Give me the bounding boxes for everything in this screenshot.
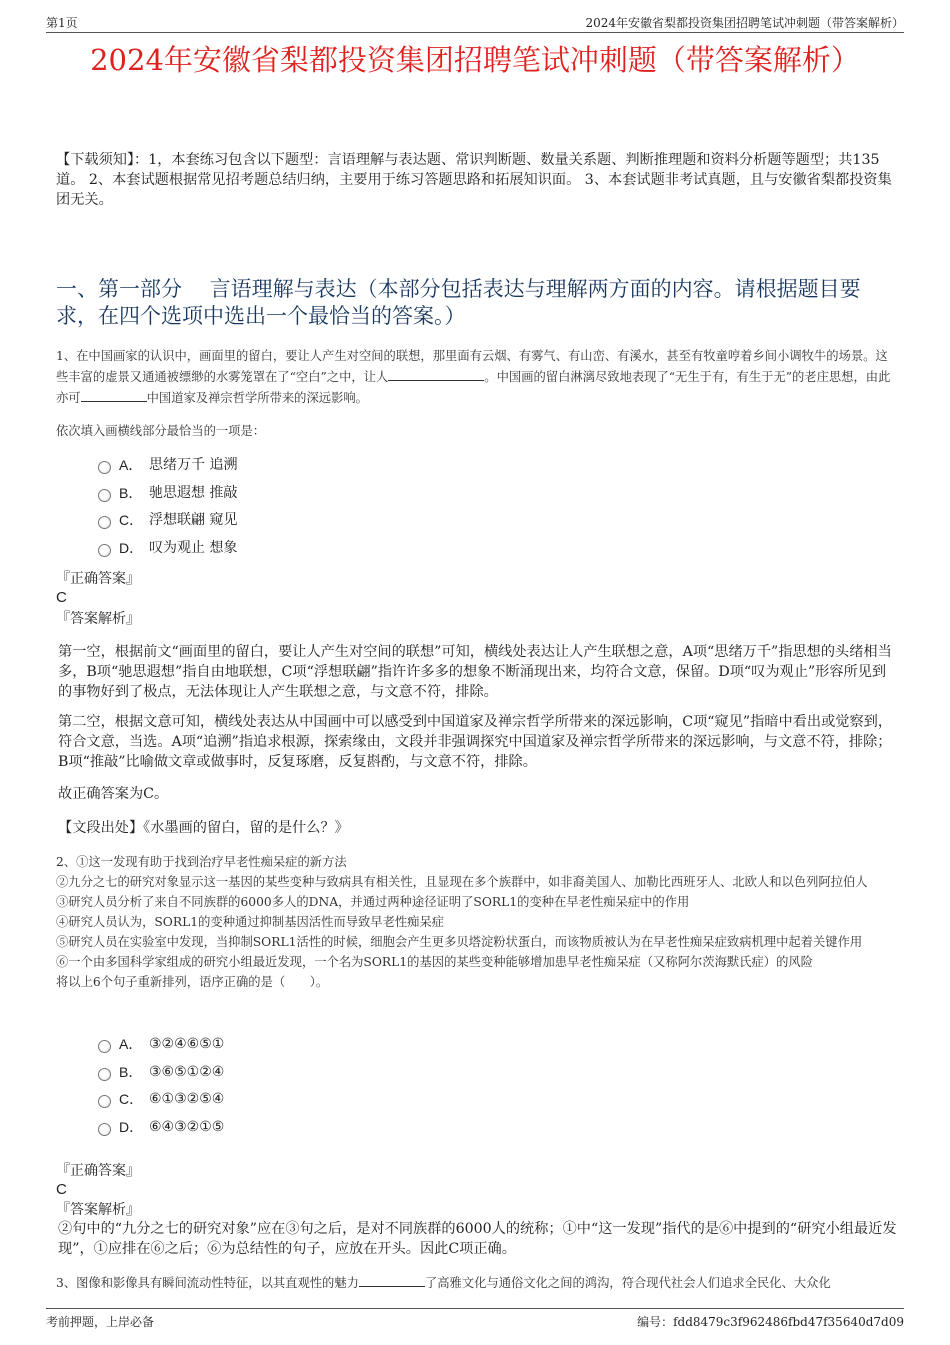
option-c[interactable]: C． 浮想联翩 窥见 [98,507,237,535]
radio-icon[interactable] [98,516,111,529]
question-1-options [98,452,237,562]
answer-label: 『正确答案』 [56,1163,140,1179]
analysis-paragraph: ②句中的“九分之七的研究对象”应在③句之后，是对不同族群的6000人的统称；①中“这一发现”指代的是⑥中提到的“研究小组最近发现”，①应排在⑥之后；⑥为总结性的句子，应放在开头。因此C项正确。 [58,1221,897,1257]
question-2-options [98,1031,224,1141]
radio-icon[interactable] [98,1040,111,1053]
analysis-label: 『答案解析』 [56,611,140,627]
radio-icon[interactable] [98,489,111,502]
answer-label: 『正确答案』 [56,571,140,587]
option-a[interactable]: A． ③②④⑥⑤① [98,1031,224,1059]
question-1-text: 1、在中国画家的认识中，画面里的留白，要让人产生对空间的联想，那里面有云烟、有雾气、有山峦、有溪水，甚至有牧童哼着乡间小调牧牛的场景。这些丰富的虚景又通通被缥缈的水雾笼罩在了“空白”之中，让人 。中国画的留白淋漓尽致地表现了“无生于有，有生于无”的老庄思想，由此亦可 中国道家及禅宗哲学所带来的深远影响。 [56,349,891,405]
header-doc-title: 2024年安徽省梨都投资集团招聘笔试冲刺题（带答案解析） [585,16,904,30]
radio-icon[interactable] [98,1068,111,1081]
blank-1 [388,366,484,381]
text-source: 【文段出处】《水墨画的留白，留的是什么？》 [58,820,349,836]
analysis-paragraph-2: 第二空，根据文意可知，横线处表达从中国画中可以感受到中国道家及禅宗哲学所带来的深远影响，C项“窥见”指暗中看出或觉察到，符合文意，当选。A项“追溯”指追求根源，探索缘由，文段并非强调探究中国道家及禅宗哲学所带来的深远影响，与文意不符，排除；B项“推敲”比喻做文章或做事时，反复琢磨，反复斟酌，与文意不符，排除。 [58,714,893,770]
option-b[interactable]: B． 驰思遐想 推敲 [98,480,237,508]
option-c[interactable]: C． ⑥①③②⑤④ [98,1086,224,1114]
section-heading: 一、第一部分 言语理解与表达（本部分包括表达与理解两方面的内容。请根据题目要求，在四个选项中选出一个最恰当的答案。） [56,277,861,328]
download-notice: 【下载须知】：1，本套练习包含以下题型：言语理解与表达题、常识判断题、数量关系题、判断推理题和资料分析题等题型；共135道。 2、本套试题根据常见招考题总结归纳，主要用于练习答题思路和拓展知识面。 3、本套试题非考试真题，且与安徽省梨都投资集团无关。 [56,152,892,208]
page-header [46,14,904,33]
radio-icon[interactable] [98,1123,111,1136]
page-footer [46,1308,904,1333]
page-title: 2024年安徽省梨都投资集团招聘笔试冲刺题（带答案解析） [90,43,860,77]
footer-slogan: 考前押题，上岸必备 [46,1315,155,1329]
question-1-prompt: 依次填入画横线部分最恰当的一项是： [56,424,266,438]
document-id: 编号：fdd8479c3f962486fbd47f35640d7d09 [637,1315,904,1329]
analysis-paragraph-1: 第一空，根据前文“画面里的留白，要让人产生对空间的联想”可知，横线处表达让人产生联想之意，A项“思绪万千”指思想的头绪相当多，B项“驰思遐想”指自由地联想，C项“浮想联翩”指许许多多的想象不断涌现出来，均符合文意，保留。D项“叹为观止”形容所见到的事物好到了极点，无法体现让人产生联想之意，与文意不符，排除。 [58,644,892,700]
analysis-conclusion: 故正确答案为C。 [58,786,169,802]
option-d[interactable]: D． 叹为观止 想象 [98,535,237,563]
blank-1 [359,1272,425,1287]
question-3-text: 3、图像和影像具有瞬间流动性特征，以其直观性的魅力 了高雅文化与通俗文化之间的鸿沟，符合现代社会人们追求全民化、大众化 [56,1272,898,1293]
question-2-text: 2、①这一发现有助于找到治疗早老性痴呆症的新方法 ②九分之七的研究对象显示这一基因的某些变种与致病具有相关性，且显现在多个族群中，如非裔美国人、加勒比西班牙人、北欧人和以色列阿拉伯人 ③研究人员分析了来自不同族群的6000多人的DNA，并通过两种途径证明了SORL1的变种在早老性痴呆症中的作用 ④研究人员认为，SORL1的变种通过抑制基因活性而导致早老性痴呆症 ⑤研究人员在实验室中发现，当抑制SORL1活性的时候，细胞会产生更多贝塔淀粉状蛋白，而该物质被认为在早老性痴呆症致病机理中起着关键作用 ⑥一个由多国科学家组成的研究小组最近发现，一个名为SORL1的基因的某些变种能够增加患早老性痴呆症（又称阿尔茨海默氏症）的风险 将以上6个句子重新排列，语序正确的是（ ）。 [56,855,868,989]
answer-value: C [56,1181,67,1198]
option-a[interactable]: A． 思绪万千 追溯 [98,452,237,480]
answer-value: C [56,589,67,606]
blank-2 [81,387,147,402]
option-b[interactable]: B． ③⑥⑤①②④ [98,1059,224,1087]
analysis-label: 『答案解析』 [56,1202,140,1218]
radio-icon[interactable] [98,544,111,557]
radio-icon[interactable] [98,461,111,474]
radio-icon[interactable] [98,1095,111,1108]
page-number: 第1页 [46,16,78,30]
option-d[interactable]: D． ⑥④③②①⑤ [98,1114,224,1142]
